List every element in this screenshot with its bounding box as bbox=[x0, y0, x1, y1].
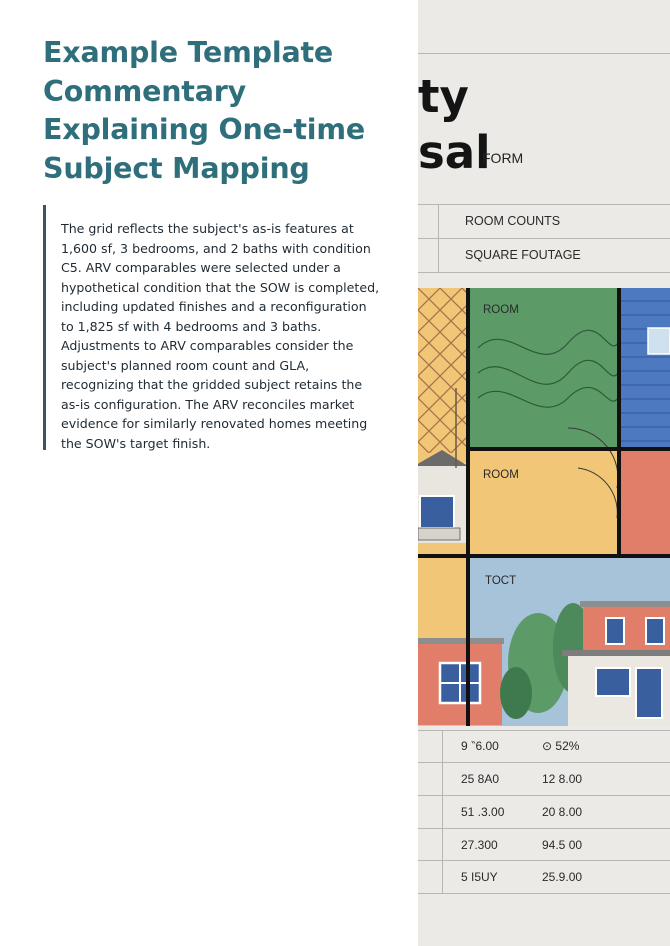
floor-plan-illustration bbox=[418, 288, 670, 726]
table-cell: 20 8.00 bbox=[542, 805, 583, 819]
room-yellow bbox=[469, 451, 617, 555]
quote-rule bbox=[43, 205, 46, 450]
room-label-3: TOCT bbox=[485, 575, 517, 587]
form-rule bbox=[418, 860, 670, 861]
form-rule bbox=[418, 53, 670, 54]
header-room-counts: ROOM COUNTS bbox=[465, 214, 561, 228]
form-rule bbox=[418, 238, 670, 239]
table-cell: 5 I5UY bbox=[461, 870, 498, 884]
table-cell: 51 .3.00 bbox=[461, 805, 505, 819]
form-rule bbox=[418, 795, 670, 796]
form-heading-suffix: FORM bbox=[482, 150, 524, 166]
table-cell: 27.300 bbox=[461, 838, 498, 852]
room-label-1: ROOM bbox=[483, 304, 519, 316]
table-cell: 94.5 00 bbox=[542, 838, 583, 852]
table-cell: ⊙ 52% bbox=[542, 739, 580, 753]
table-cell: 9 ‶6.00 bbox=[461, 739, 499, 753]
form-rule bbox=[418, 762, 670, 763]
form-rule bbox=[418, 730, 670, 731]
table-cell: 25.9.00 bbox=[542, 870, 583, 884]
table-cell: 25 8A0 bbox=[461, 772, 500, 786]
form-rule bbox=[418, 204, 670, 205]
table-cell: 12 8.00 bbox=[542, 772, 583, 786]
appraisal-form-image bbox=[418, 0, 670, 946]
form-rule bbox=[418, 828, 670, 829]
form-rule bbox=[438, 204, 439, 272]
room-label-2: ROOM bbox=[483, 469, 519, 481]
form-heading-line-2: sal bbox=[418, 126, 491, 179]
room-red bbox=[620, 451, 670, 555]
room-blue bbox=[620, 288, 670, 448]
commentary-body: The grid reflects the subject's as-is features at 1,600 sf, 3 bedrooms, and 2 baths with condition C5. ARV comparables were selected under a hypothetical condition that the SOW is completed, including updated finishes and a reconfiguration to 1,825 sf with 4 bedrooms and 3 baths. Adjustments to ARV comparables consider the subject's planned room count and GLA, recognizing that the gridded subject retains the as-is configuration. The ARV reconciles market evidence for similarly renovated homes meeting the SOW's target finish. bbox=[61, 221, 380, 451]
form-heading-line-1: ty bbox=[418, 70, 469, 123]
form-rule bbox=[418, 893, 670, 894]
form-rule bbox=[418, 272, 670, 273]
header-square-footage: SQUARE FOUTAGE bbox=[465, 248, 581, 262]
form-rule bbox=[442, 730, 443, 893]
page-title: Example Template Commentary Explaining One-time Subject Mapping bbox=[43, 36, 365, 185]
lattice-panel bbox=[418, 288, 468, 453]
